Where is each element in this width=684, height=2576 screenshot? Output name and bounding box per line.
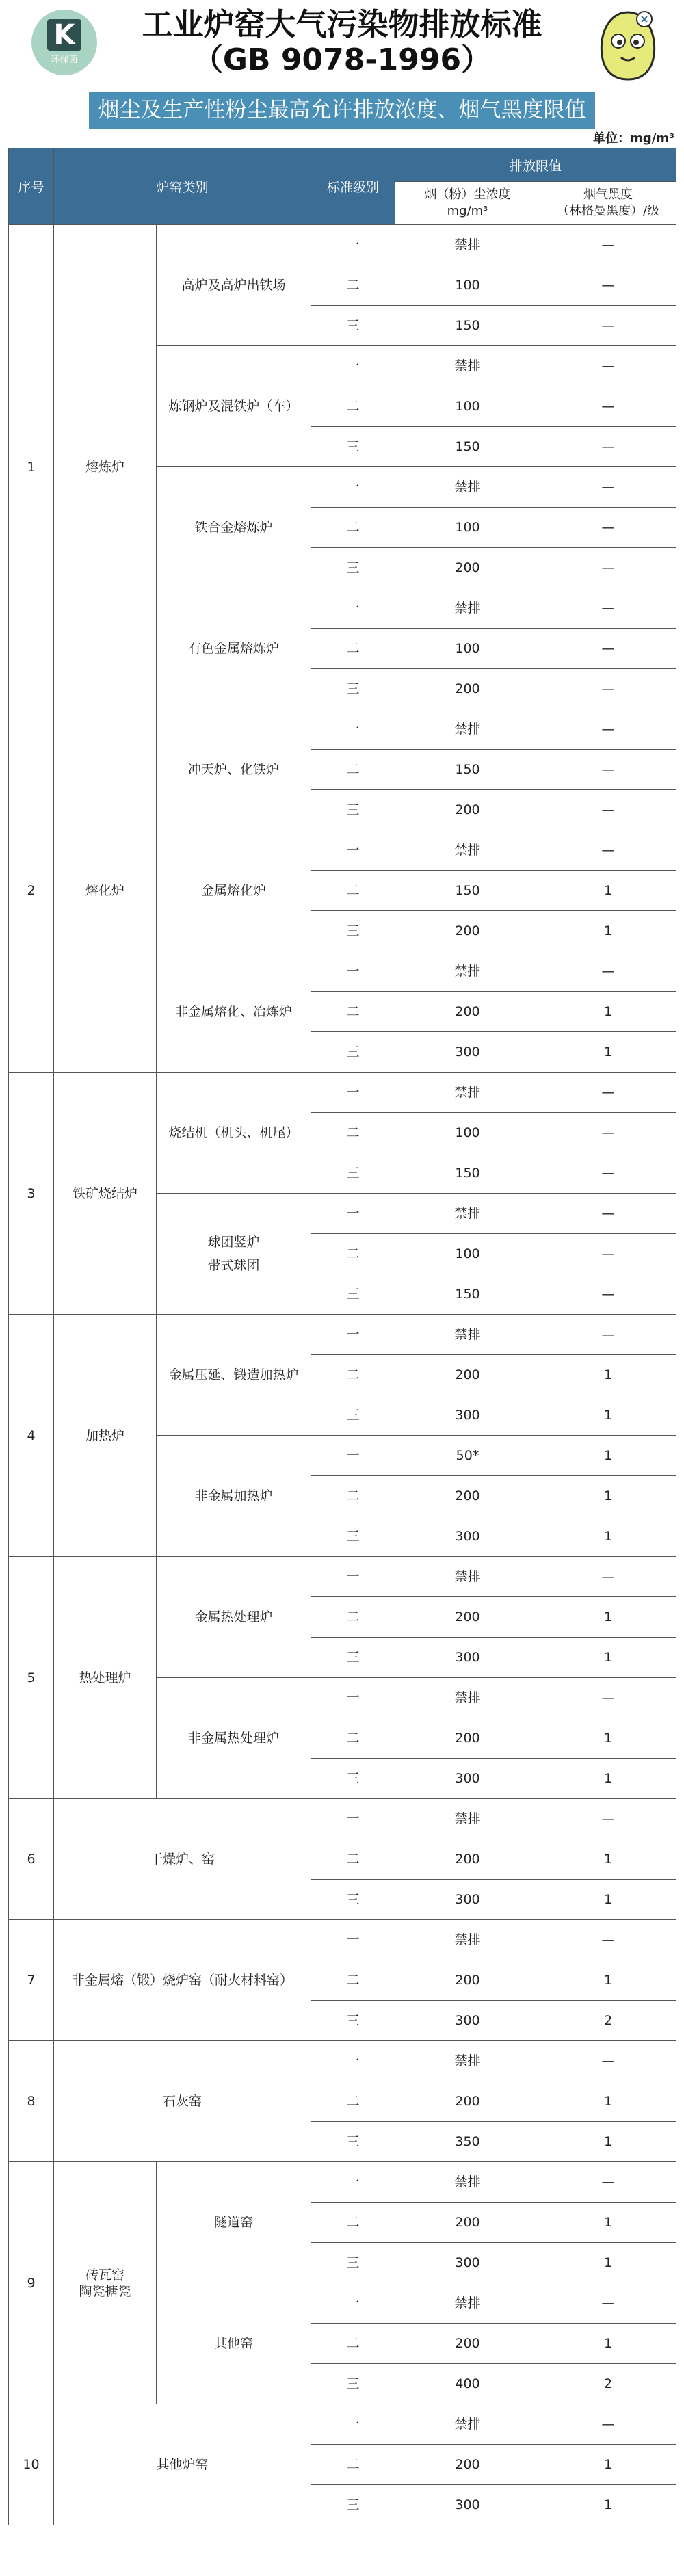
smoke-blackness: —: [540, 1678, 676, 1718]
smoke-blackness: —: [540, 2404, 676, 2445]
standard-level: 一: [311, 2162, 395, 2203]
standard-level: 三: [311, 1032, 395, 1073]
smoke-blackness: —: [540, 427, 676, 467]
dust-concentration: 禁排: [395, 2283, 540, 2324]
row-seq: 2: [9, 709, 54, 1073]
standard-level: 三: [311, 2485, 395, 2525]
standard-level: 一: [311, 1678, 395, 1718]
smoke-blackness: 1: [540, 2081, 676, 2122]
mascot-icon: [594, 7, 662, 83]
smoke-blackness: —: [540, 790, 676, 830]
smoke-blackness: 1: [540, 1032, 676, 1073]
smoke-blackness: —: [540, 750, 676, 790]
dust-concentration: 200: [395, 2324, 540, 2364]
subcategory-line: 非金属热处理炉: [188, 1731, 280, 1746]
subcategory-line: 金属熔化炉: [201, 883, 267, 898]
dust-concentration: 300: [395, 2243, 540, 2283]
standard-level: 二: [311, 2081, 395, 2122]
row-seq: 3: [9, 1073, 54, 1315]
furnace-subcategory: [157, 467, 311, 588]
smoke-blackness: —: [540, 1113, 676, 1153]
standard-level: 二: [311, 871, 395, 911]
standard-level: 三: [311, 1274, 395, 1315]
standard-level: 二: [311, 1234, 395, 1274]
subcategory-line: 隧道窑: [214, 2215, 254, 2230]
dust-concentration: 200: [395, 1476, 540, 1516]
standard-level: 三: [311, 548, 395, 588]
table-header: [9, 148, 676, 225]
furnace-category: 石灰窑: [54, 2041, 311, 2162]
table-row: [9, 2162, 676, 2203]
dust-concentration: 300: [395, 2485, 540, 2525]
furnace-subcategory: [157, 1557, 311, 1678]
smoke-blackness: —: [540, 265, 676, 306]
unit-label: 单位：mg/m³: [593, 131, 674, 146]
table-row: [9, 1799, 676, 1839]
standard-level: 一: [311, 346, 395, 386]
row-seq: 6: [9, 1799, 54, 1920]
dust-concentration: 200: [395, 790, 540, 830]
dust-concentration: 100: [395, 1234, 540, 1274]
dust-concentration: 200: [395, 669, 540, 709]
dust-concentration: 300: [395, 2001, 540, 2041]
smoke-blackness: 1: [540, 1880, 676, 1920]
subcategory-line: 球团竖炉: [207, 1235, 260, 1250]
dust-concentration: 禁排: [395, 1557, 540, 1597]
furnace-subcategory: [157, 225, 311, 346]
table-row: [9, 1557, 676, 1597]
smoke-blackness: —: [540, 951, 676, 992]
smoke-blackness: 1: [540, 2122, 676, 2162]
standard-level: 二: [311, 265, 395, 306]
dust-concentration: 50*: [395, 1436, 540, 1476]
smoke-blackness: 1: [540, 1436, 676, 1476]
smoke-blackness: —: [540, 467, 676, 508]
subcategory-line: 非金属熔化、冶炼炉: [175, 1004, 293, 1019]
dust-concentration: 禁排: [395, 830, 540, 871]
standard-level: 三: [311, 2001, 395, 2041]
smoke-blackness: —: [540, 1234, 676, 1274]
emission-standards-table: [8, 148, 676, 2525]
dust-concentration: 100: [395, 265, 540, 306]
table-caption-banner: 烟尘及生产性粉尘最高允许排放浓度、烟气黑度限值: [89, 92, 595, 129]
page-header: [0, 0, 684, 148]
table-row: [9, 709, 676, 750]
smoke-blackness: 1: [540, 1960, 676, 2001]
smoke-blackness: —: [540, 306, 676, 346]
smoke-blackness: 1: [540, 871, 676, 911]
standard-level: 三: [311, 1153, 395, 1194]
smoke-blackness: —: [540, 1799, 676, 1839]
standard-level: 二: [311, 1355, 395, 1395]
dust-concentration: 200: [395, 2081, 540, 2122]
smoke-blackness: 1: [540, 1476, 676, 1516]
dust-concentration: 300: [395, 1516, 540, 1557]
dust-concentration: 禁排: [395, 588, 540, 629]
standard-level: 三: [311, 1638, 395, 1678]
standard-level: 一: [311, 1920, 395, 1960]
standard-level: 一: [311, 709, 395, 750]
dust-concentration: 300: [395, 1395, 540, 1436]
furnace-subcategory: [157, 1194, 311, 1315]
dust-concentration: 300: [395, 1638, 540, 1678]
furnace-category: 其他炉窑: [54, 2404, 311, 2525]
standard-level: 一: [311, 2404, 395, 2445]
col-header-smoke: 烟气黑度 （林格曼黑度）/级: [540, 182, 676, 225]
furnace-subcategory: [157, 2162, 311, 2283]
row-seq: 7: [9, 1920, 54, 2041]
smoke-blackness: —: [540, 1274, 676, 1315]
dust-concentration: 200: [395, 1355, 540, 1395]
subcategory-line: 烧结机（机头、机尾）: [168, 1125, 299, 1140]
standard-level: 三: [311, 1759, 395, 1799]
standard-level: 一: [311, 225, 395, 265]
standard-level: 三: [311, 669, 395, 709]
table-row: [9, 1920, 676, 1960]
standard-level: 三: [311, 911, 395, 951]
row-seq: 8: [9, 2041, 54, 2162]
table-row: [9, 2404, 676, 2445]
furnace-subcategory: [157, 709, 311, 830]
dust-concentration: 150: [395, 871, 540, 911]
dust-concentration: 300: [395, 1880, 540, 1920]
dust-concentration: 禁排: [395, 1678, 540, 1718]
dust-concentration: 200: [395, 2445, 540, 2485]
dust-concentration: 禁排: [395, 2404, 540, 2445]
row-seq: 1: [9, 225, 54, 709]
furnace-subcategory: [157, 1073, 311, 1194]
standard-level: 二: [311, 992, 395, 1032]
row-seq: 10: [9, 2404, 54, 2525]
smoke-blackness: 1: [540, 2324, 676, 2364]
subcategory-line: 带式球团: [207, 1258, 260, 1273]
subcategory-line: 高炉及高炉出铁场: [181, 278, 286, 293]
col-header-dust: 烟（粉）尘浓度 mg/m³: [395, 182, 540, 225]
dust-concentration: 禁排: [395, 467, 540, 508]
dust-concentration: 400: [395, 2364, 540, 2404]
smoke-blackness: —: [540, 588, 676, 629]
furnace-category: 非金属熔（锻）烧炉窑（耐火材料窑）: [54, 1920, 311, 2041]
standard-level: 三: [311, 1516, 395, 1557]
col-header-seq: 序号: [9, 148, 54, 225]
standard-level: 一: [311, 1073, 395, 1113]
subcategory-line: 金属压延、锻造加热炉: [168, 1367, 299, 1382]
subcategory-line: 冲天炉、化铁炉: [188, 762, 280, 777]
smoke-blackness: 2: [540, 2364, 676, 2404]
standard-level: 一: [311, 1799, 395, 1839]
dust-concentration: 200: [395, 1839, 540, 1880]
standard-level: 二: [311, 2324, 395, 2364]
standard-level: 三: [311, 790, 395, 830]
smoke-blackness: —: [540, 2041, 676, 2081]
standard-level: 三: [311, 2122, 395, 2162]
dust-concentration: 150: [395, 427, 540, 467]
standard-level: 一: [311, 1436, 395, 1476]
dust-concentration: 禁排: [395, 709, 540, 750]
smoke-blackness: —: [540, 225, 676, 265]
smoke-blackness: 1: [540, 1718, 676, 1759]
smoke-blackness: —: [540, 346, 676, 386]
dust-concentration: 100: [395, 629, 540, 669]
dust-concentration: 100: [395, 1113, 540, 1153]
dust-concentration: 300: [395, 1032, 540, 1073]
standard-level: 一: [311, 1315, 395, 1355]
standard-level: 一: [311, 2283, 395, 2324]
subcategory-line: 炼钢炉及混铁炉（车）: [168, 399, 299, 414]
smoke-blackness: —: [540, 508, 676, 548]
smoke-blackness: 1: [540, 1516, 676, 1557]
standard-level: 二: [311, 1476, 395, 1516]
smoke-blackness: 1: [540, 2445, 676, 2485]
smoke-blackness: —: [540, 629, 676, 669]
brand-logo: [31, 10, 97, 75]
standard-level: 一: [311, 830, 395, 871]
furnace-subcategory: [157, 1315, 311, 1436]
standard-level: 三: [311, 2243, 395, 2283]
standard-level: 一: [311, 1557, 395, 1597]
smoke-blackness: —: [540, 709, 676, 750]
subcategory-line: 金属热处理炉: [194, 1609, 273, 1625]
logo-mark: K: [47, 19, 81, 51]
dust-concentration: 200: [395, 548, 540, 588]
standard-level: 二: [311, 1839, 395, 1880]
smoke-blackness: 1: [540, 2243, 676, 2283]
smoke-blackness: —: [540, 1073, 676, 1113]
standard-level: 一: [311, 951, 395, 992]
row-seq: 9: [9, 2162, 54, 2404]
standard-level: 二: [311, 386, 395, 427]
dust-concentration: 禁排: [395, 951, 540, 992]
smoke-blackness: 1: [540, 2485, 676, 2525]
smoke-blackness: —: [540, 548, 676, 588]
dust-concentration: 禁排: [395, 1315, 540, 1355]
table-body: [9, 225, 676, 2525]
smoke-blackness: 2: [540, 2001, 676, 2041]
standard-level: 二: [311, 1718, 395, 1759]
furnace-subcategory: [157, 346, 311, 467]
row-seq: 4: [9, 1315, 54, 1557]
col-header-level: 标准级别: [311, 148, 395, 225]
standard-level: 三: [311, 1395, 395, 1436]
standard-level: 二: [311, 2445, 395, 2485]
standard-level: 二: [311, 629, 395, 669]
dust-concentration: 禁排: [395, 1073, 540, 1113]
furnace-subcategory: [157, 2283, 311, 2404]
standard-level: 二: [311, 1113, 395, 1153]
furnace-category: 铁矿烧结炉: [54, 1073, 157, 1315]
dust-concentration: 禁排: [395, 225, 540, 265]
dust-concentration: 300: [395, 1759, 540, 1799]
smoke-blackness: —: [540, 2283, 676, 2324]
smoke-blackness: 1: [540, 1395, 676, 1436]
standard-level: 二: [311, 1597, 395, 1638]
smoke-blackness: 1: [540, 1839, 676, 1880]
dust-concentration: 禁排: [395, 1799, 540, 1839]
furnace-category: 熔炼炉: [54, 225, 157, 709]
furnace-subcategory: [157, 588, 311, 709]
table-row: [9, 225, 676, 265]
furnace-subcategory: [157, 1678, 311, 1799]
smoke-blackness: —: [540, 1194, 676, 1234]
dust-concentration: 100: [395, 508, 540, 548]
table-row: [9, 1073, 676, 1113]
smoke-blackness: 1: [540, 1355, 676, 1395]
standard-level: 二: [311, 2203, 395, 2243]
smoke-blackness: —: [540, 1315, 676, 1355]
subcategory-line: 铁合金熔炼炉: [194, 520, 273, 535]
furnace-subcategory: [157, 951, 311, 1073]
dust-concentration: 200: [395, 911, 540, 951]
standard-level: 二: [311, 508, 395, 548]
furnace-subcategory: [157, 830, 311, 951]
dust-concentration: 禁排: [395, 346, 540, 386]
standard-level: 三: [311, 2364, 395, 2404]
standard-level: 三: [311, 1880, 395, 1920]
dust-concentration: 200: [395, 1718, 540, 1759]
table-row: [9, 2041, 676, 2081]
smoke-blackness: 1: [540, 1597, 676, 1638]
dust-concentration: 150: [395, 306, 540, 346]
dust-concentration: 200: [395, 992, 540, 1032]
col-header-category: 炉窑类别: [54, 148, 311, 225]
subcategory-line: 非金属加热炉: [194, 1488, 273, 1503]
smoke-blackness: —: [540, 1920, 676, 1960]
col-header-limit: 排放限值: [395, 148, 676, 182]
page-subtitle: （GB 9078-1996）: [192, 42, 492, 77]
dust-concentration: 禁排: [395, 2162, 540, 2203]
dust-concentration: 200: [395, 2203, 540, 2243]
subcategory-line: 有色金属熔炼炉: [188, 641, 280, 656]
table-row: [9, 1315, 676, 1355]
subcategory-line: 其他窑: [214, 2336, 254, 2351]
logo-caption: 环保菌: [51, 55, 78, 65]
smoke-blackness: 1: [540, 911, 676, 951]
furnace-subcategory: [157, 1436, 311, 1557]
furnace-category: 干燥炉、窑: [54, 1799, 311, 1920]
smoke-blackness: 1: [540, 1638, 676, 1678]
standard-level: 一: [311, 1194, 395, 1234]
standard-level: 一: [311, 2041, 395, 2081]
standard-level: 三: [311, 427, 395, 467]
smoke-blackness: —: [540, 830, 676, 871]
standard-level: 二: [311, 750, 395, 790]
smoke-blackness: 1: [540, 2203, 676, 2243]
page-title: 工业炉窑大气污染物排放标准: [142, 6, 542, 42]
dust-concentration: 150: [395, 1153, 540, 1194]
dust-concentration: 禁排: [395, 1194, 540, 1234]
smoke-blackness: 1: [540, 992, 676, 1032]
smoke-blackness: —: [540, 2162, 676, 2203]
standard-level: 二: [311, 1960, 395, 2001]
smoke-blackness: —: [540, 1557, 676, 1597]
row-seq: 5: [9, 1557, 54, 1799]
dust-concentration: 200: [395, 1960, 540, 2001]
smoke-blackness: —: [540, 669, 676, 709]
dust-concentration: 100: [395, 386, 540, 427]
standard-level: 三: [311, 306, 395, 346]
dust-concentration: 200: [395, 1597, 540, 1638]
furnace-category: 热处理炉: [54, 1557, 157, 1799]
smoke-blackness: —: [540, 1153, 676, 1194]
smoke-blackness: 1: [540, 1759, 676, 1799]
furnace-category: 砖瓦窑 陶瓷搪瓷: [54, 2162, 157, 2404]
dust-concentration: 禁排: [395, 1920, 540, 1960]
dust-concentration: 150: [395, 1274, 540, 1315]
furnace-category: 熔化炉: [54, 709, 157, 1073]
standard-level: 一: [311, 588, 395, 629]
dust-concentration: 150: [395, 750, 540, 790]
dust-concentration: 禁排: [395, 2041, 540, 2081]
smoke-blackness: —: [540, 386, 676, 427]
standard-level: 一: [311, 467, 395, 508]
dust-concentration: 350: [395, 2122, 540, 2162]
furnace-category: 加热炉: [54, 1315, 157, 1557]
